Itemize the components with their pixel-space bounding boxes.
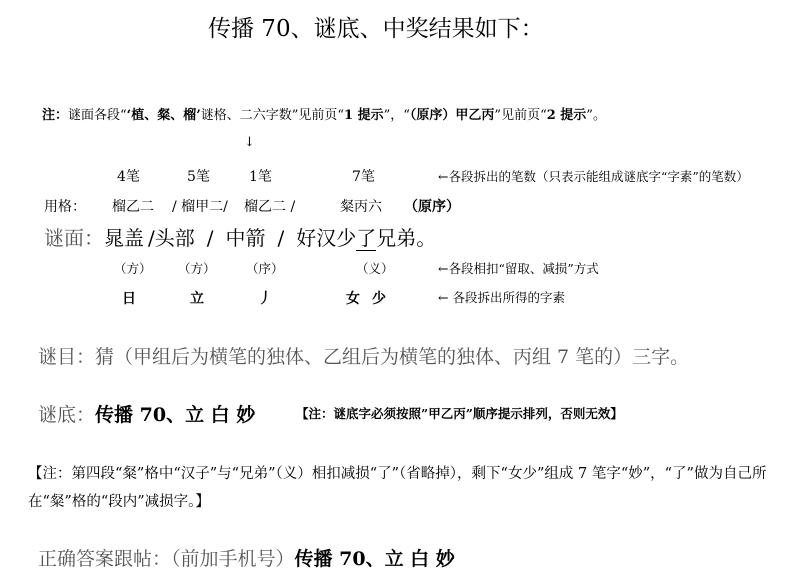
note-text-4: ”见前页“	[494, 108, 547, 123]
component-4: 女	[346, 291, 360, 307]
puzzle-part-underlined: 了	[356, 226, 377, 250]
component-1: 日	[122, 291, 136, 307]
format-order: （原序）	[404, 199, 460, 215]
method-2: （方）	[178, 261, 216, 276]
note-text-5: ”。	[586, 108, 606, 123]
note-line-1	[42, 104, 606, 123]
method-3: （序）	[246, 261, 284, 276]
answer-label: 谜底：	[38, 404, 96, 426]
method-1: （方）	[114, 261, 152, 276]
note-text-1: 谜面各段“	[68, 108, 127, 123]
note-bold-2: 1 提示	[344, 108, 384, 123]
components-note: ← 各段拆出所得的字素	[438, 290, 565, 305]
puzzle-line	[44, 222, 436, 251]
stroke-count-3: 1笔	[249, 169, 272, 185]
page-title: 传播 70、谜底、中奖结果如下：	[208, 16, 544, 42]
puzzle-label: 谜面：	[44, 226, 104, 250]
component-5: 少	[372, 291, 386, 307]
reply-value: 传播 70、立 白 妙	[294, 548, 455, 570]
stroke-note: ←各段拆出的笔数（只表示能组成谜底字“字素”的笔数）	[438, 169, 749, 184]
puzzle-part-1: 晁盖	[104, 226, 144, 250]
format-item-4: 粲丙六	[340, 199, 382, 215]
note-bold-chars: ‘植、粲、榴’	[126, 108, 201, 123]
answer-note: 【注：谜底字必须按照”甲乙丙”顺序提示排列，否则无效】	[296, 406, 623, 421]
down-arrow-icon: ↓	[244, 135, 255, 150]
puzzle-part-3: 中箭	[225, 226, 266, 250]
note-text-2: 谜格、二六字数”见前页“	[200, 108, 345, 123]
puzzle-sep-1: /	[206, 226, 214, 250]
note-lead: 注：	[42, 108, 69, 123]
answer-value: 传播 70、立 白 妙	[95, 404, 256, 426]
puzzle-part-4: 好汉少	[296, 226, 357, 250]
format-item-2: / 榴甲二/	[172, 199, 228, 215]
component-2: 立	[190, 291, 204, 307]
format-item-1: 榴乙二	[112, 199, 154, 215]
note-bold-4: 2 提示	[546, 108, 587, 123]
puzzle-sep-2: /	[277, 226, 285, 250]
format-item-3: 榴乙二 /	[244, 199, 296, 215]
reply-line	[38, 544, 455, 571]
note-line-2: 【注：第四段“粲”格中“汉子”与“兄弟”（义）相扣减损“了”（省略掉），剩下“女少”组成 7 笔字“妙”，“了”做为自己所在“粲”格的“段内”减损字。】	[28, 466, 767, 510]
component-3: 丿	[258, 291, 272, 307]
note-bold-3: （原序）甲乙丙	[409, 108, 495, 123]
reply-label: 正确答案跟帖：（前加手机号）	[38, 548, 295, 570]
stroke-count-2: 5笔	[187, 169, 210, 185]
note-text-3: ”，“	[383, 108, 410, 123]
method-note: ←各段相扣“留取、减损”方式	[438, 261, 599, 276]
method-4: （义）	[356, 261, 394, 276]
stroke-count-4: 7笔	[352, 169, 375, 185]
puzzle-part-5: 兄弟。	[376, 226, 437, 250]
puzzle-target: 谜目：猜（甲组后为横笔的独体、乙组后为横笔的独体、丙组 7 笔的）三字。	[38, 346, 690, 368]
stroke-count-1: 4笔	[117, 169, 140, 185]
format-label: 用格：	[44, 199, 86, 215]
puzzle-part-2: /头部	[148, 226, 195, 250]
answer-line	[38, 400, 255, 427]
